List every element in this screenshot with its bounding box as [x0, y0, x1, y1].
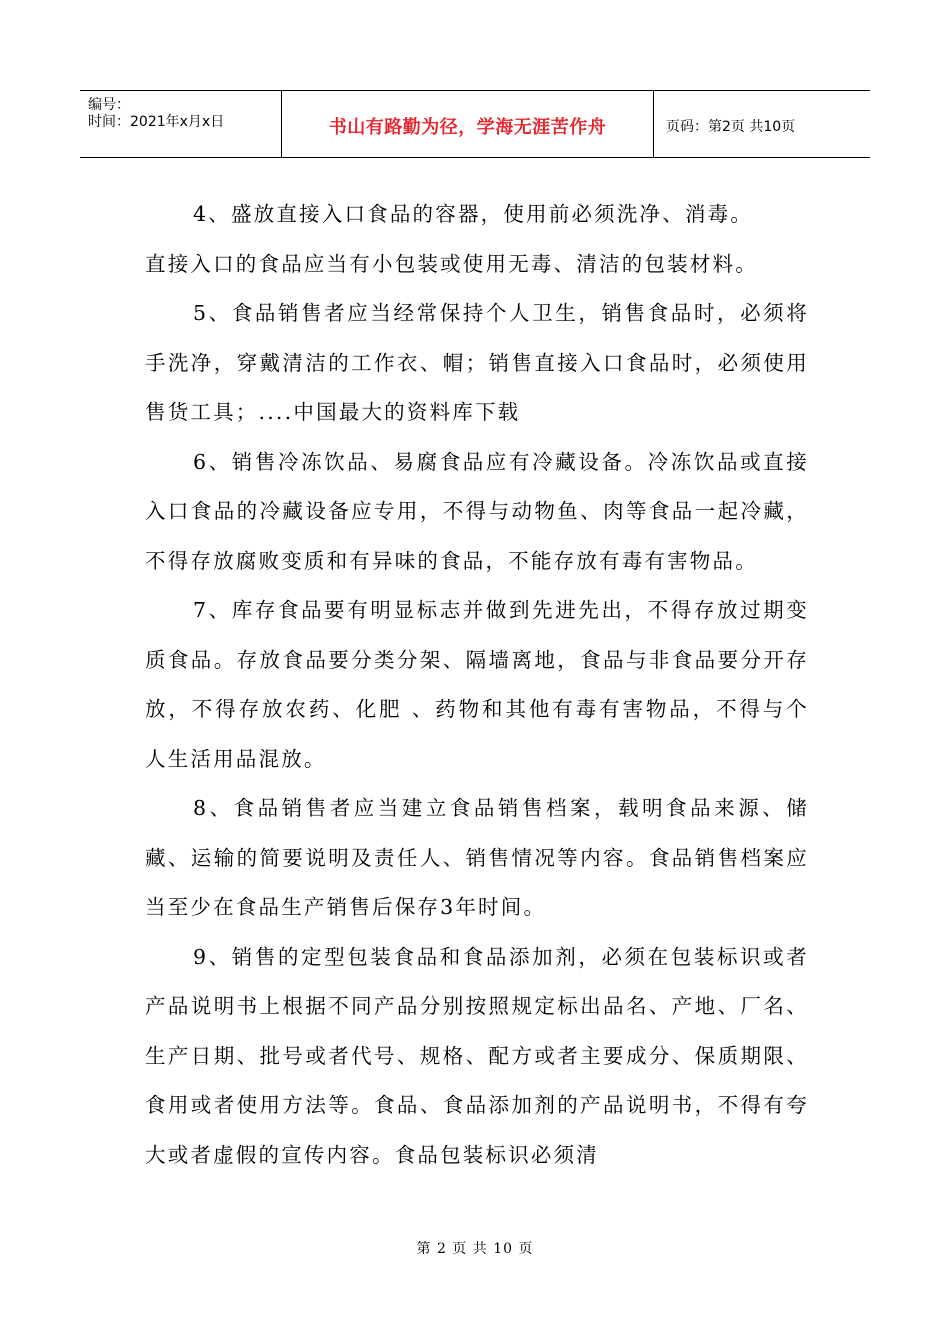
paragraph-item-5: 5、食品销售者应当经常保持个人卫生，销售食品时，必须将手洗净，穿戴清洁的工作衣、帽；销售直接入口食品时，必须使用售货工具；....中国最大的资料库下载	[145, 301, 809, 424]
paragraph-item-8: 8、食品销售者应当建立食品销售档案，载明食品来源、储藏、运输的简要说明及责任人、销售情况等内容。食品销售档案应当至少在食品生产销售后保存3年时间。	[145, 796, 809, 919]
document-time-label: 时间：2021年x月x日	[88, 114, 225, 130]
page-footer: 第 2 页 共 10 页	[416, 1241, 534, 1257]
header-page-cell	[654, 91, 870, 157]
paragraph-item-9: 9、销售的定型包装食品和食品添加剂，必须在包装标识或者产品说明书上根据不同产品分别按照规定标出品名、产地、厂名、生产日期、批号或者代号、规格、配方或者主要成分、保质期限、食用或者使用方法等。食品、食品添加剂的产品说明书，不得有夸大或者虚假的宣传内容。食品包装标识必须清	[145, 944, 809, 1167]
paragraph-continuation: 直接入口的食品应当有小包装或使用无毒、清洁的包装材料。	[145, 251, 758, 276]
document-header	[80, 90, 870, 158]
paragraph-item-4: 4、盛放直接入口食品的容器，使用前必须洗净、消毒。	[193, 202, 754, 226]
header-motto: 书山有路勤为径，学海无涯苦作舟	[328, 117, 607, 138]
header-page-info: 页码：第2页 共10页	[666, 119, 796, 135]
paragraph-item-6: 6、销售冷冻饮品、易腐食品应有冷藏设备。冷冻饮品或直接入口食品的冷藏设备应专用，不得与动物鱼、肉等食品一起冷藏，不得存放腐败变质和有异味的食品，不能存放有毒有害物品。	[145, 449, 809, 573]
document-body	[145, 190, 809, 1180]
header-motto-cell	[282, 91, 654, 157]
paragraph-item-7: 7、库存食品要有明显标志并做到先进先出，不得存放过期变质食品。存放食品要分类分架、隔墙离地，食品与非食品要分开存放，不得存放农药、化肥 、药物和其他有毒有害物品，不得与个人生活用品混放。	[145, 598, 809, 771]
document-number-label: 编号：	[88, 97, 130, 113]
header-meta-cell	[80, 91, 282, 157]
